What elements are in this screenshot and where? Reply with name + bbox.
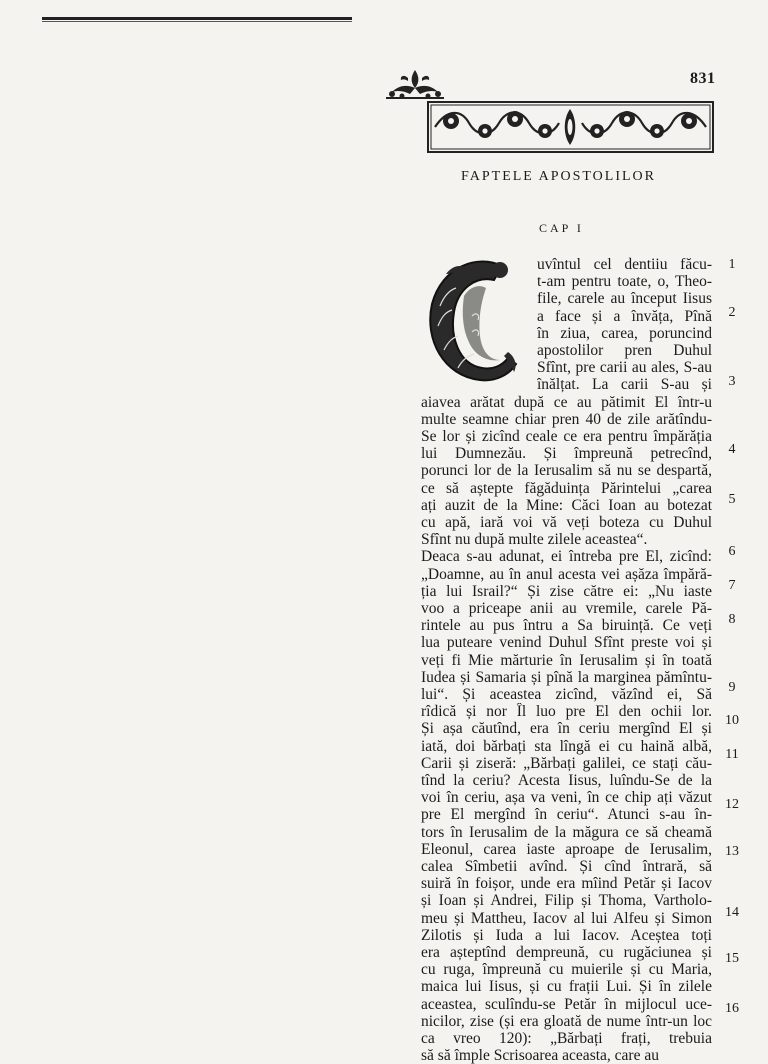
text-line: lui“. Și aceastea zicînd, văzînd ei, Să bbox=[421, 686, 712, 703]
verse-number: 14 bbox=[725, 905, 739, 920]
text-line: maica lui Iisus, și cu frații Lui. Și în zilele bbox=[421, 978, 712, 995]
text-line: file, carele au început Iisus bbox=[537, 290, 712, 307]
text-line: aceastea, sculîndu-se Petăr în mijlocul uce- bbox=[421, 996, 712, 1013]
verse-number: 16 bbox=[725, 1001, 739, 1016]
text-line: meu și Mattheu, Iacov al lui Alfeu și Simon bbox=[421, 910, 712, 927]
text-line: înălțat. La carii S-au și bbox=[537, 376, 712, 393]
verse-number: 5 bbox=[728, 492, 736, 507]
verse-number: 10 bbox=[725, 713, 739, 728]
text-line: lui Dumnezău. Și împreună petrecînd, bbox=[421, 445, 712, 462]
text-line: voo a priceape anii au vremile, carele Pă- bbox=[421, 600, 712, 617]
text-line: Carii și ziseră: „Bărbați galilei, ce stați cău- bbox=[421, 755, 712, 772]
text-line: suiră în foișor, unde era mîind Petăr și Iacov bbox=[421, 875, 712, 892]
text-line: cu ruga, împreună cu muierile și cu Maria, bbox=[421, 961, 712, 978]
text-line: rintele au pus întru a Sa biruință. Ce veți bbox=[421, 617, 712, 634]
page-number: 831 bbox=[690, 70, 716, 87]
text-line: să să împle Scrisoarea aceasta, care au bbox=[421, 1047, 659, 1064]
text-line: era așteptînd dempreună, cu rugăciunea și bbox=[421, 944, 712, 961]
fleuron-ornament-icon bbox=[384, 66, 446, 102]
text-line: pre El mergînd în ceriu“. Atunci s-au în- bbox=[421, 806, 712, 823]
text-line: rîdică și nor Îl luo pre El den ochii lor. bbox=[421, 703, 712, 720]
text-line: Și așa căutînd, era în ceriu mergînd El și bbox=[421, 720, 712, 737]
verse-number: 9 bbox=[728, 680, 736, 695]
verse-number: 8 bbox=[728, 612, 736, 627]
text-line: veți fi Mie mărturie în Ierusalim și în toată bbox=[421, 652, 712, 669]
top-rule bbox=[42, 17, 352, 20]
top-rule-thin bbox=[42, 21, 352, 22]
verse-number: 13 bbox=[725, 844, 739, 859]
book-title: FAPTELE APOSTOLILOR bbox=[461, 169, 656, 184]
text-line: calea Sîmbetii avînd. Și cînd întrară, să bbox=[421, 858, 712, 875]
text-line: Sfînt nu după multe zilele aceastea“. bbox=[421, 531, 648, 548]
text-line: voi în ceriu, așa va veni, în ce chip ați văzut bbox=[421, 789, 712, 806]
text-line: nicilor, zise (și era gloată de nume într-un loc bbox=[421, 1013, 712, 1030]
headpiece-ornament-icon bbox=[427, 101, 714, 153]
text-line: Deaca s-au adunat, ei întreba pre El, zicînd: bbox=[421, 548, 712, 565]
text-line: porunci lor de la Ierusalim să nu se despartă, bbox=[421, 462, 712, 479]
verse-number: 12 bbox=[725, 797, 739, 812]
text-line: uvîntul cel dentiiu făcu- bbox=[537, 256, 712, 273]
text-line: în ziua, carea, poruncind bbox=[537, 325, 712, 342]
verse-number: 3 bbox=[728, 374, 736, 389]
text-line: apostolilor pren Duhul bbox=[537, 342, 712, 359]
text-line: cu apă, iară voi vă veți boteza cu Duhul bbox=[421, 514, 712, 531]
text-line: Iudea și Samaria și pînă la marginea pămîntu- bbox=[421, 669, 712, 686]
text-line: ce să aștepte făgăduința Părintelui „carea bbox=[421, 480, 712, 497]
text-line: multe seamne chiar pren 40 de zile arătîndu- bbox=[421, 411, 712, 428]
text-line: ați auzit de la Mine: Căci Ioan au botezat bbox=[421, 497, 712, 514]
text-line: lua puteare venind Duhul Sfînt preste voi și bbox=[421, 634, 712, 651]
text-line: ția lui Israil?“ Și zise către ei: „Nu iaste bbox=[421, 583, 712, 600]
text-line: Zilotis și Iuda a lui Iacov. Aceștea toți bbox=[421, 927, 712, 944]
verse-number: 2 bbox=[728, 305, 736, 320]
text-line: aiavea arătat după ce au pătimit El într-u bbox=[421, 394, 712, 411]
text-line: și Ioan și Andrei, Filip și Thoma, Vartholo- bbox=[421, 892, 712, 909]
text-line: t-am pentru toate, o, Theo- bbox=[537, 273, 712, 290]
text-line: tors în Ierusalim de la măgura ce să cheamă bbox=[421, 824, 712, 841]
text-line: Sfînt, pre carii au ales, S-au bbox=[537, 359, 712, 376]
chapter-heading: CAP I bbox=[539, 221, 584, 235]
text-line: tînd la ceriu? Acesta Iisus, luîndu-Se de la bbox=[421, 772, 712, 789]
verse-number: 7 bbox=[728, 578, 736, 593]
text-line: iată, doi bărbați sta lîngă ei cu haină albă, bbox=[421, 738, 712, 755]
text-line: Eleonul, carea iaste aproape de Ierusalim, bbox=[421, 841, 712, 858]
text-line: Se lor și zicînd ceale ce era pentru împărăția bbox=[421, 428, 712, 445]
verse-number: 6 bbox=[728, 544, 736, 559]
verse-number: 1 bbox=[728, 257, 736, 272]
dropcap-letter-icon bbox=[424, 256, 522, 388]
verse-number: 11 bbox=[725, 747, 739, 762]
text-line: „Doamne, au în anul acesta vei așăza împără- bbox=[421, 566, 712, 583]
verse-number: 4 bbox=[728, 442, 736, 457]
verse-number: 15 bbox=[725, 951, 739, 966]
text-line: ca vreo 120): „Bărbați frați, trebuia bbox=[421, 1030, 712, 1047]
text-line: a face și a învăța, Pînă bbox=[537, 308, 712, 325]
